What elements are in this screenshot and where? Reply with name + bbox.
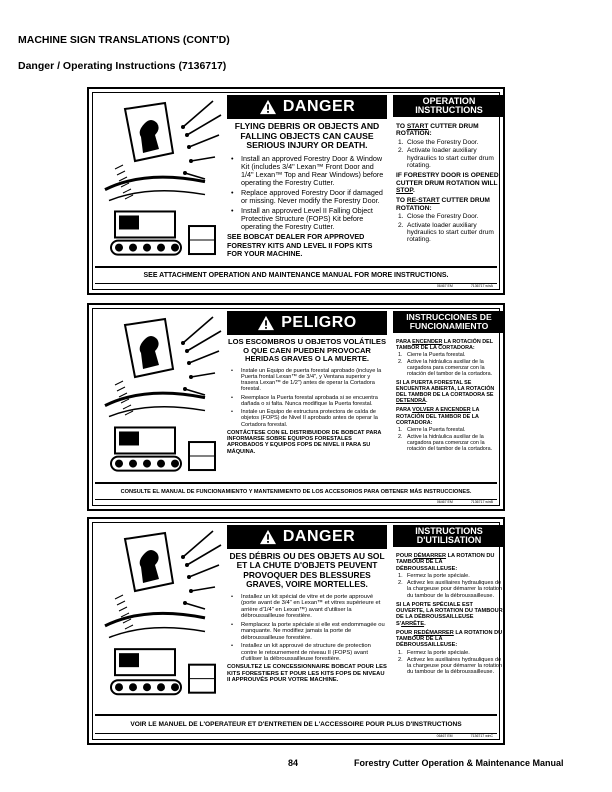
decal-code: 06467 EM [436, 284, 453, 288]
decal-code: 7136717 winB [470, 500, 493, 504]
step-number: 2. [398, 656, 403, 663]
instruction-heading-text: IF FORESTRY DOOR IS OPENED, CUTTER DRUM ROTATION WILL [396, 172, 501, 187]
step-number: 1. [398, 352, 403, 359]
hazard-panel [227, 311, 387, 455]
decal-part-codes [437, 734, 493, 738]
decal-inner-border [92, 308, 500, 506]
instruction-heading-text: CUTTER DRUM ROTATION: [396, 123, 479, 138]
step-text: Close the Forestry Door. [407, 213, 479, 221]
instruction-step [398, 213, 503, 220]
safety-decal [87, 517, 505, 745]
decal-illustration [95, 525, 225, 719]
step-text: Activez les auxiliaires hydrauliques de la chargeuse pour démarrer la rotation du tambour de la débroussailleuse. [407, 656, 503, 676]
hazard-bullets [231, 594, 387, 663]
signal-word: PELIGRO [281, 314, 357, 331]
decal-illustration [95, 311, 225, 493]
instruction-heading-text: PARA [396, 339, 413, 345]
step-text: Active la hidráulica auxiliar de la cargadora para comenzar con la rotación del tambor de la cortadora. [407, 359, 493, 378]
operation-instructions-panel [393, 95, 505, 244]
page-number: 84 [288, 758, 299, 768]
hazard-bullet: • Remplacez la porte spéciale si elle est endommagée ou manquante. Ne modifiez jamais la porte de débroussailleuse forestière. [231, 622, 387, 641]
instruction-step [398, 427, 503, 433]
hazard-title: DES DÉBRIS OU DES OBJETS AU SOL ET LA CHUTE D'OBJETS PEUVENT PROVOQUER DES BLESSURES GRAVES, VOIRE MORTELLES. [229, 551, 385, 590]
operation-instructions-header: INSTRUCTIONS D'UTILISATION [393, 525, 505, 547]
instruction-heading-emphasis: DÉMARRER [413, 553, 447, 559]
instruction-heading-text: LA ROTATION DU TAMBOUR DE LA DÉBROUSSAILLEUSE: [396, 629, 503, 649]
instruction-heading-text: PARA [396, 407, 413, 414]
instruction-heading-text: POUR [396, 553, 414, 559]
operation-instructions-panel [393, 311, 505, 452]
step-text: Activate loader auxiliary hydraulics to start cutter drum rotating. [407, 147, 494, 169]
instruction-heading-text: SI LA PUERTA FORESTAL SE ENCUENTRA ABIERTA, LA ROTACIÓN DEL TAMBOR DE LA CORTADORA SE [396, 380, 495, 399]
instruction-heading-emphasis: REDÉMARRER [413, 629, 454, 636]
hazard-bullet: • Install an approved Level II Falling Object Protective Structure (FOPS) Kit before operating the Forestry Cutter. [231, 207, 387, 231]
step-number: 1. [398, 213, 404, 221]
instruction-heading [396, 339, 503, 351]
step-text: Activate loader auxiliary hydraulics to start cutter drum rotating. [407, 221, 494, 244]
see-dealer-text: CONSULTEZ LE CONCESSIONNAIRE BOBCAT POUR LES KITS FORESTIERS ET POUR LES KITS FOPS DE NIVEAU II APPROUVÉS POUR VOTRE MACHINE. [227, 664, 387, 684]
instruction-heading-text: POUR [396, 629, 414, 636]
step-number: 2. [398, 221, 404, 229]
forestry-cutter-illustration [95, 95, 225, 277]
instruction-heading-emphasis: STOP [396, 187, 413, 194]
decal-code: 7136717 winC [470, 734, 493, 738]
instruction-heading-text: SI LA PORTE SPÉCIALE EST OUVERTE, LA ROTATION DU TAMBOUR DE LA DÉBROUSSAILLEUSE S' [396, 601, 503, 627]
instruction-heading [396, 602, 503, 627]
operation-instructions-body [393, 547, 505, 676]
instruction-steps [398, 573, 503, 599]
instruction-heading-text: LA ROTACIÓN DEL TAMBOR DE LA CORTADORA: [396, 407, 480, 426]
forestry-cutter-illustration [95, 311, 225, 493]
hazard-bullet: • Installez un kit spécial de vitre et de porte approuvé (porte avant de 3/4" en Lexan™ et vitres supérieure et arrière d'1/4" en Lexan™) avant d'utiliser la débroussailleuse forestière. [231, 594, 387, 620]
instruction-heading [396, 407, 503, 425]
hazard-title: FLYING DEBRIS OR OBJECTS AND FALLING OBJECTS CAN CAUSE SERIOUS INJURY OR DEATH. [234, 121, 380, 151]
step-number: 2. [398, 147, 404, 155]
step-text: Active la hidráulica auxiliar de la cargadora para comenzar con la rotación del tambor de la cortadora. [407, 433, 493, 452]
hazard-bullet: • Installez un kit approuvé de structure de protection contre le retournement de niveau II (FOPS) avant d'utiliser la débroussailleuse forestière. [231, 643, 387, 662]
instruction-step [398, 147, 503, 169]
instruction-heading [396, 630, 503, 649]
page-title: MACHINE SIGN TRANSLATIONS (CONT'D) [18, 34, 230, 46]
instruction-step [398, 657, 503, 676]
instruction-steps [398, 352, 503, 377]
hazard-panel [227, 95, 387, 258]
instruction-heading-text: TO [396, 123, 407, 130]
step-number: 2. [398, 433, 403, 440]
warning-triangle-icon [259, 529, 277, 545]
page-footer: Forestry Cutter Operation & Maintenance Manual [354, 758, 564, 768]
instruction-heading-emphasis: ENCENDER [412, 339, 443, 345]
instruction-step [398, 222, 503, 244]
instruction-heading-text: . [424, 620, 426, 627]
signal-word-header [227, 95, 387, 119]
step-text: Fermez la porte spéciale. [407, 649, 470, 656]
hazard-bullet: • Instale un Equipo de estructura protectora de caída de objetos (FOPS) de Nivel II aprobado antes de operar la Cortadora forestal. [231, 409, 387, 428]
instruction-heading-text: TO [396, 197, 407, 205]
decal-code: 06467 EM [436, 734, 453, 738]
instruction-steps [398, 427, 503, 452]
instruction-step [398, 580, 503, 599]
page-subtitle: Danger / Operating Instructions (7136717) [18, 60, 227, 72]
instruction-steps [398, 650, 503, 676]
instruction-heading-text: . [425, 398, 428, 405]
decal-code: 06467 EM [436, 500, 453, 504]
step-text: Cierre la Puerta forestal. [407, 352, 466, 359]
instruction-heading-text: LA ROTATION DU TAMBOUR DE LA DÉBROUSSAILLEUSE: [396, 553, 495, 572]
instruction-heading [396, 380, 503, 404]
step-number: 2. [398, 580, 403, 586]
instruction-heading-text: CUTTER DRUM ROTATION: [396, 197, 490, 212]
step-number: 1. [398, 426, 403, 433]
decal-part-codes [437, 500, 493, 504]
instruction-heading [396, 172, 503, 194]
decal-inner-border [92, 92, 500, 290]
step-text: Fermez la porte spéciale. [407, 572, 470, 579]
decal-footer: SEE ATTACHMENT OPERATION AND MAINTENANCE MANUAL FOR MORE INSTRUCTIONS. [95, 266, 497, 284]
instruction-heading-emphasis: DETENDRÁ [396, 398, 426, 405]
instruction-steps [398, 139, 503, 170]
operation-instructions-panel [393, 525, 505, 676]
instruction-heading-emphasis: ARRÊTE [401, 620, 425, 627]
step-number: 1. [398, 138, 404, 146]
decal-inner-border [92, 522, 503, 740]
instruction-step [398, 434, 503, 452]
signal-word: DANGER [282, 98, 356, 115]
instruction-heading-text: . [412, 187, 415, 194]
instruction-steps [398, 213, 503, 244]
hazard-bullet: • Instale un Equipo de puerta forestal aprobado (incluye la Puerta frontal Lexan™ de 3/4", y Ventana superior y trasera Lexan™ de 1/2") antes de operar la Cortadora forestal. [231, 368, 387, 393]
instruction-step [398, 650, 503, 656]
instruction-step [398, 573, 503, 579]
instruction-heading-emphasis: RE-START [406, 197, 440, 205]
instruction-heading-text: LA ROTACIÓN DEL TAMBOR DE LA CORTADORA: [396, 339, 493, 352]
hazard-bullet: • Replace approved Forestry Door if damaged or missing. Never modify the Forestry Door. [231, 189, 387, 205]
forestry-cutter-illustration [95, 525, 225, 719]
hazard-panel [227, 525, 387, 684]
warning-triangle-icon [257, 315, 275, 331]
decal-illustration [95, 95, 225, 277]
decal-footer: CONSULTE EL MANUAL DE FUNCIONAMIENTO Y MANTENIMIENTO DE LOS ACCESORIOS PARA OBTENER MÁS INSTRUCCIONES. [95, 482, 497, 500]
step-text: Close the Forestry Door. [407, 138, 479, 146]
step-number: 2. [398, 359, 403, 366]
hazard-bullets [231, 368, 387, 428]
operation-instructions-header: OPERATION INSTRUCTIONS [393, 95, 505, 117]
instruction-step [398, 352, 503, 358]
instruction-heading-emphasis: VOLVER A ENCENDER [412, 407, 471, 414]
hazard-bullets [231, 155, 387, 232]
step-number: 1. [398, 572, 403, 579]
operation-instructions-body [393, 333, 505, 452]
hazard-bullet: • Reemplace la Puerta forestal aprobada si se encuentra dañada o si falta. Nunca modifique la Puerta forestal. [231, 395, 387, 408]
safety-decal [87, 87, 505, 295]
decal-code: 7136717 winA [470, 284, 493, 288]
instruction-heading [396, 197, 503, 212]
signal-word: DANGER [282, 528, 356, 545]
step-text: Cierre la Puerta forestal. [407, 426, 466, 433]
instruction-heading [396, 553, 503, 572]
decal-part-codes [437, 284, 493, 288]
signal-word-header [227, 525, 387, 549]
signal-word-header [227, 311, 387, 335]
warning-triangle-icon [259, 99, 277, 115]
instruction-step [398, 359, 503, 377]
instruction-heading [396, 123, 503, 138]
operation-instructions-body [393, 117, 505, 244]
decal-footer: VOIR LE MANUEL DE L'OPERATEUR ET D'ENTRETIEN DE L'ACCESSOIRE POUR PLUS D'INSTRUCTIONS [95, 714, 497, 734]
operation-instructions-header: INSTRUCCIONES DE FUNCIONAMIENTO [393, 311, 505, 333]
step-number: 1. [398, 649, 403, 656]
hazard-bullet: • Install an approved Forestry Door & Window Kit (includes 3/4" Lexan™ Front Door and 1/4" Lexan™ Top and Rear Windows) before operating the Forestry Cutter. [231, 155, 387, 187]
hazard-title: LOS ESCOMBROS U OBJETOS VOLÁTILES O QUE CAEN PUEDEN PROVOCAR HERIDAS GRAVES O LA MUERTE. [227, 337, 387, 363]
see-dealer-text: CONTÁCTESE CON EL DISTRIBUIDOR DE BOBCAT PARA INFORMARSE SOBRE EQUIPOS FORESTALES APROBADOS Y EQUIPOS FOPS DE NIVEL II PARA SU MÁQUINA. [227, 429, 382, 455]
step-text: Activez les auxiliaires hydrauliques de la chargeuse pour démarrer la rotation du tambour de la débroussailleuse. [407, 580, 503, 599]
safety-decal [87, 303, 505, 511]
see-dealer-text: SEE BOBCAT DEALER FOR APPROVED FORESTRY KITS AND LEVEL II FOPS KITS FOR YOUR MACHINE. [227, 232, 373, 258]
instruction-step [398, 139, 503, 146]
instruction-heading-emphasis: START [406, 123, 429, 130]
